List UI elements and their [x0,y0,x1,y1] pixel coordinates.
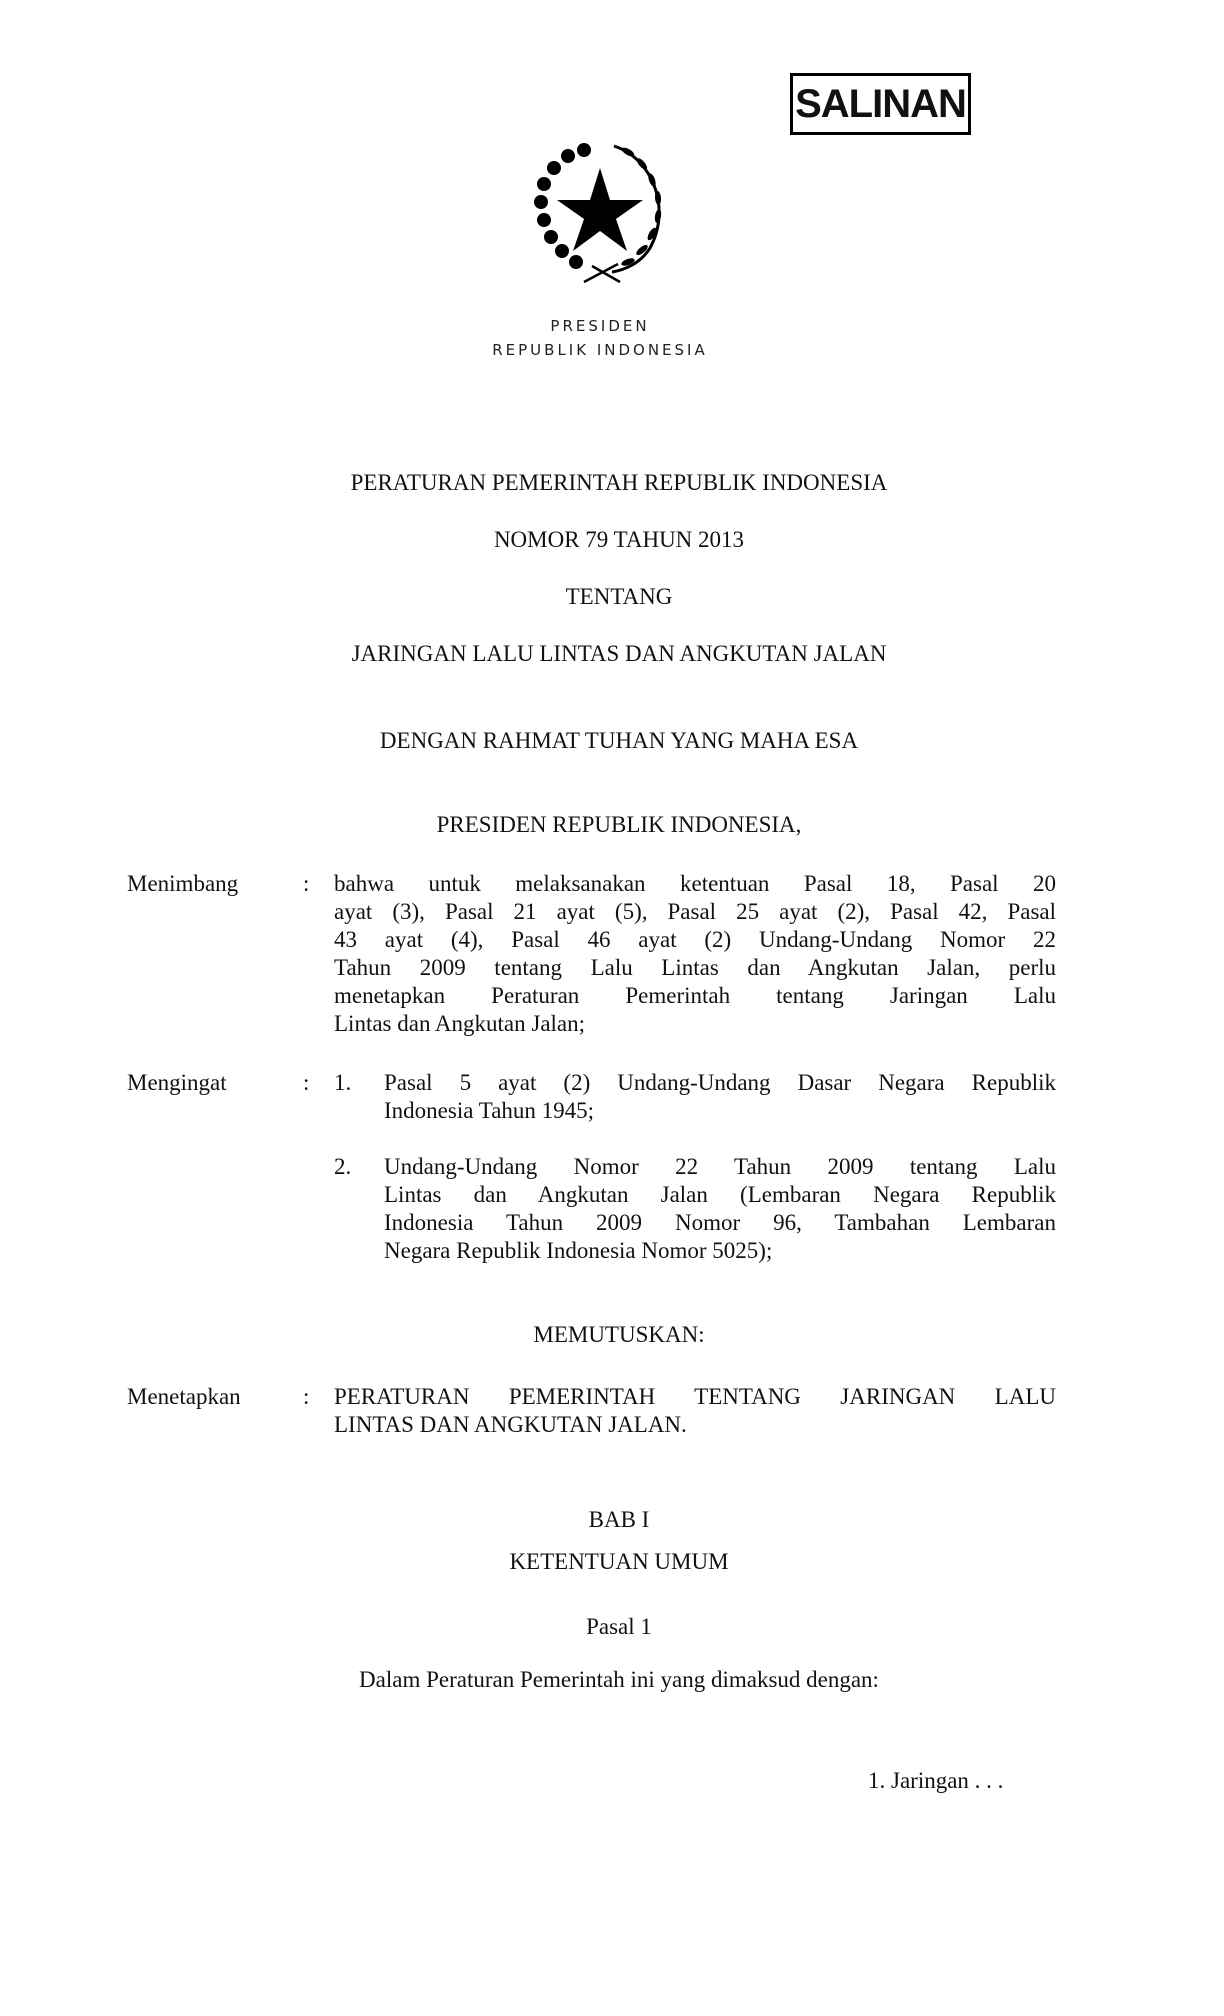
mengingat-colon: : [303,1070,310,1095]
regulation-about: TENTANG [565,584,673,609]
menetapkan-label: Menetapkan [127,1384,241,1409]
menimbang-line: 43 ayat (4), Pasal 46 ayat (2) Undang-Undang Nomor 22 [334,927,1056,952]
menimbang-line: ayat (3), Pasal 21 ayat (5), Pasal 25 ayat (2), Pasal 42, Pasal [334,899,1056,924]
menetapkan-line: PERATURAN PEMERINTAH TENTANG JARINGAN LALU [334,1384,1056,1409]
mengingat-item-line: Undang-Undang Nomor 22 Tahun 2009 tentang Lalu [384,1154,1056,1179]
mengingat-item-line: Lintas dan Angkutan Jalan (Lembaran Negara Republik [384,1182,1056,1207]
memutuskan-heading: MEMUTUSKAN: [533,1322,705,1347]
mengingat-item-number: 2. [334,1154,352,1179]
menetapkan-colon: : [303,1384,310,1409]
letterhead-president: PRESIDEN [550,317,650,335]
regulation-subject: JARINGAN LALU LINTAS DAN ANGKUTAN JALAN [351,641,887,666]
article-number: Pasal 1 [586,1614,652,1639]
chapter-number: BAB I [588,1507,650,1532]
mengingat-label: Mengingat [127,1070,227,1095]
blessing: DENGAN RAHMAT TUHAN YANG MAHA ESA [379,728,859,753]
menimbang-colon: : [303,871,310,896]
letterhead-republic: REPUBLIK INDONESIA [492,341,708,359]
menimbang-line: bahwa untuk melaksanakan ketentuan Pasal 18, Pasal 20 [334,871,1056,896]
regulation-number: NOMOR 79 TAHUN 2013 [493,527,745,552]
menimbang-line: Tahun 2009 tentang Lalu Lintas dan Angkutan Jalan, perlu [334,955,1056,980]
mengingat-item-line: Indonesia Tahun 2009 Nomor 96, Tambahan Lembaran [384,1210,1056,1235]
regulation-title: PERATURAN PEMERINTAH REPUBLIK INDONESIA [350,470,888,495]
menimbang-label: Menimbang [127,871,239,896]
salinan-stamp: SALINAN [790,73,971,135]
menimbang-line: menetapkan Peraturan Pemerintah tentang Jaringan Lalu [334,983,1056,1008]
chapter-title: KETENTUAN UMUM [509,1549,729,1574]
mengingat-item-line: Pasal 5 ayat (2) Undang-Undang Dasar Negara Republik [384,1070,1056,1095]
mengingat-item-line: Indonesia Tahun 1945; [384,1098,595,1123]
garuda-presidential-emblem-icon [532,138,672,284]
menimbang-line: Lintas dan Angkutan Jalan; [334,1011,586,1036]
page-continuation: 1. Jaringan . . . [868,1768,1004,1793]
article-intro: Dalam Peraturan Pemerintah ini yang dimaksud dengan: [359,1667,879,1692]
mengingat-item-line: Negara Republik Indonesia Nomor 5025); [384,1238,773,1263]
president-heading: PRESIDEN REPUBLIK INDONESIA, [436,812,802,837]
mengingat-item-number: 1. [334,1070,352,1095]
menetapkan-line: LINTAS DAN ANGKUTAN JALAN. [334,1412,687,1437]
